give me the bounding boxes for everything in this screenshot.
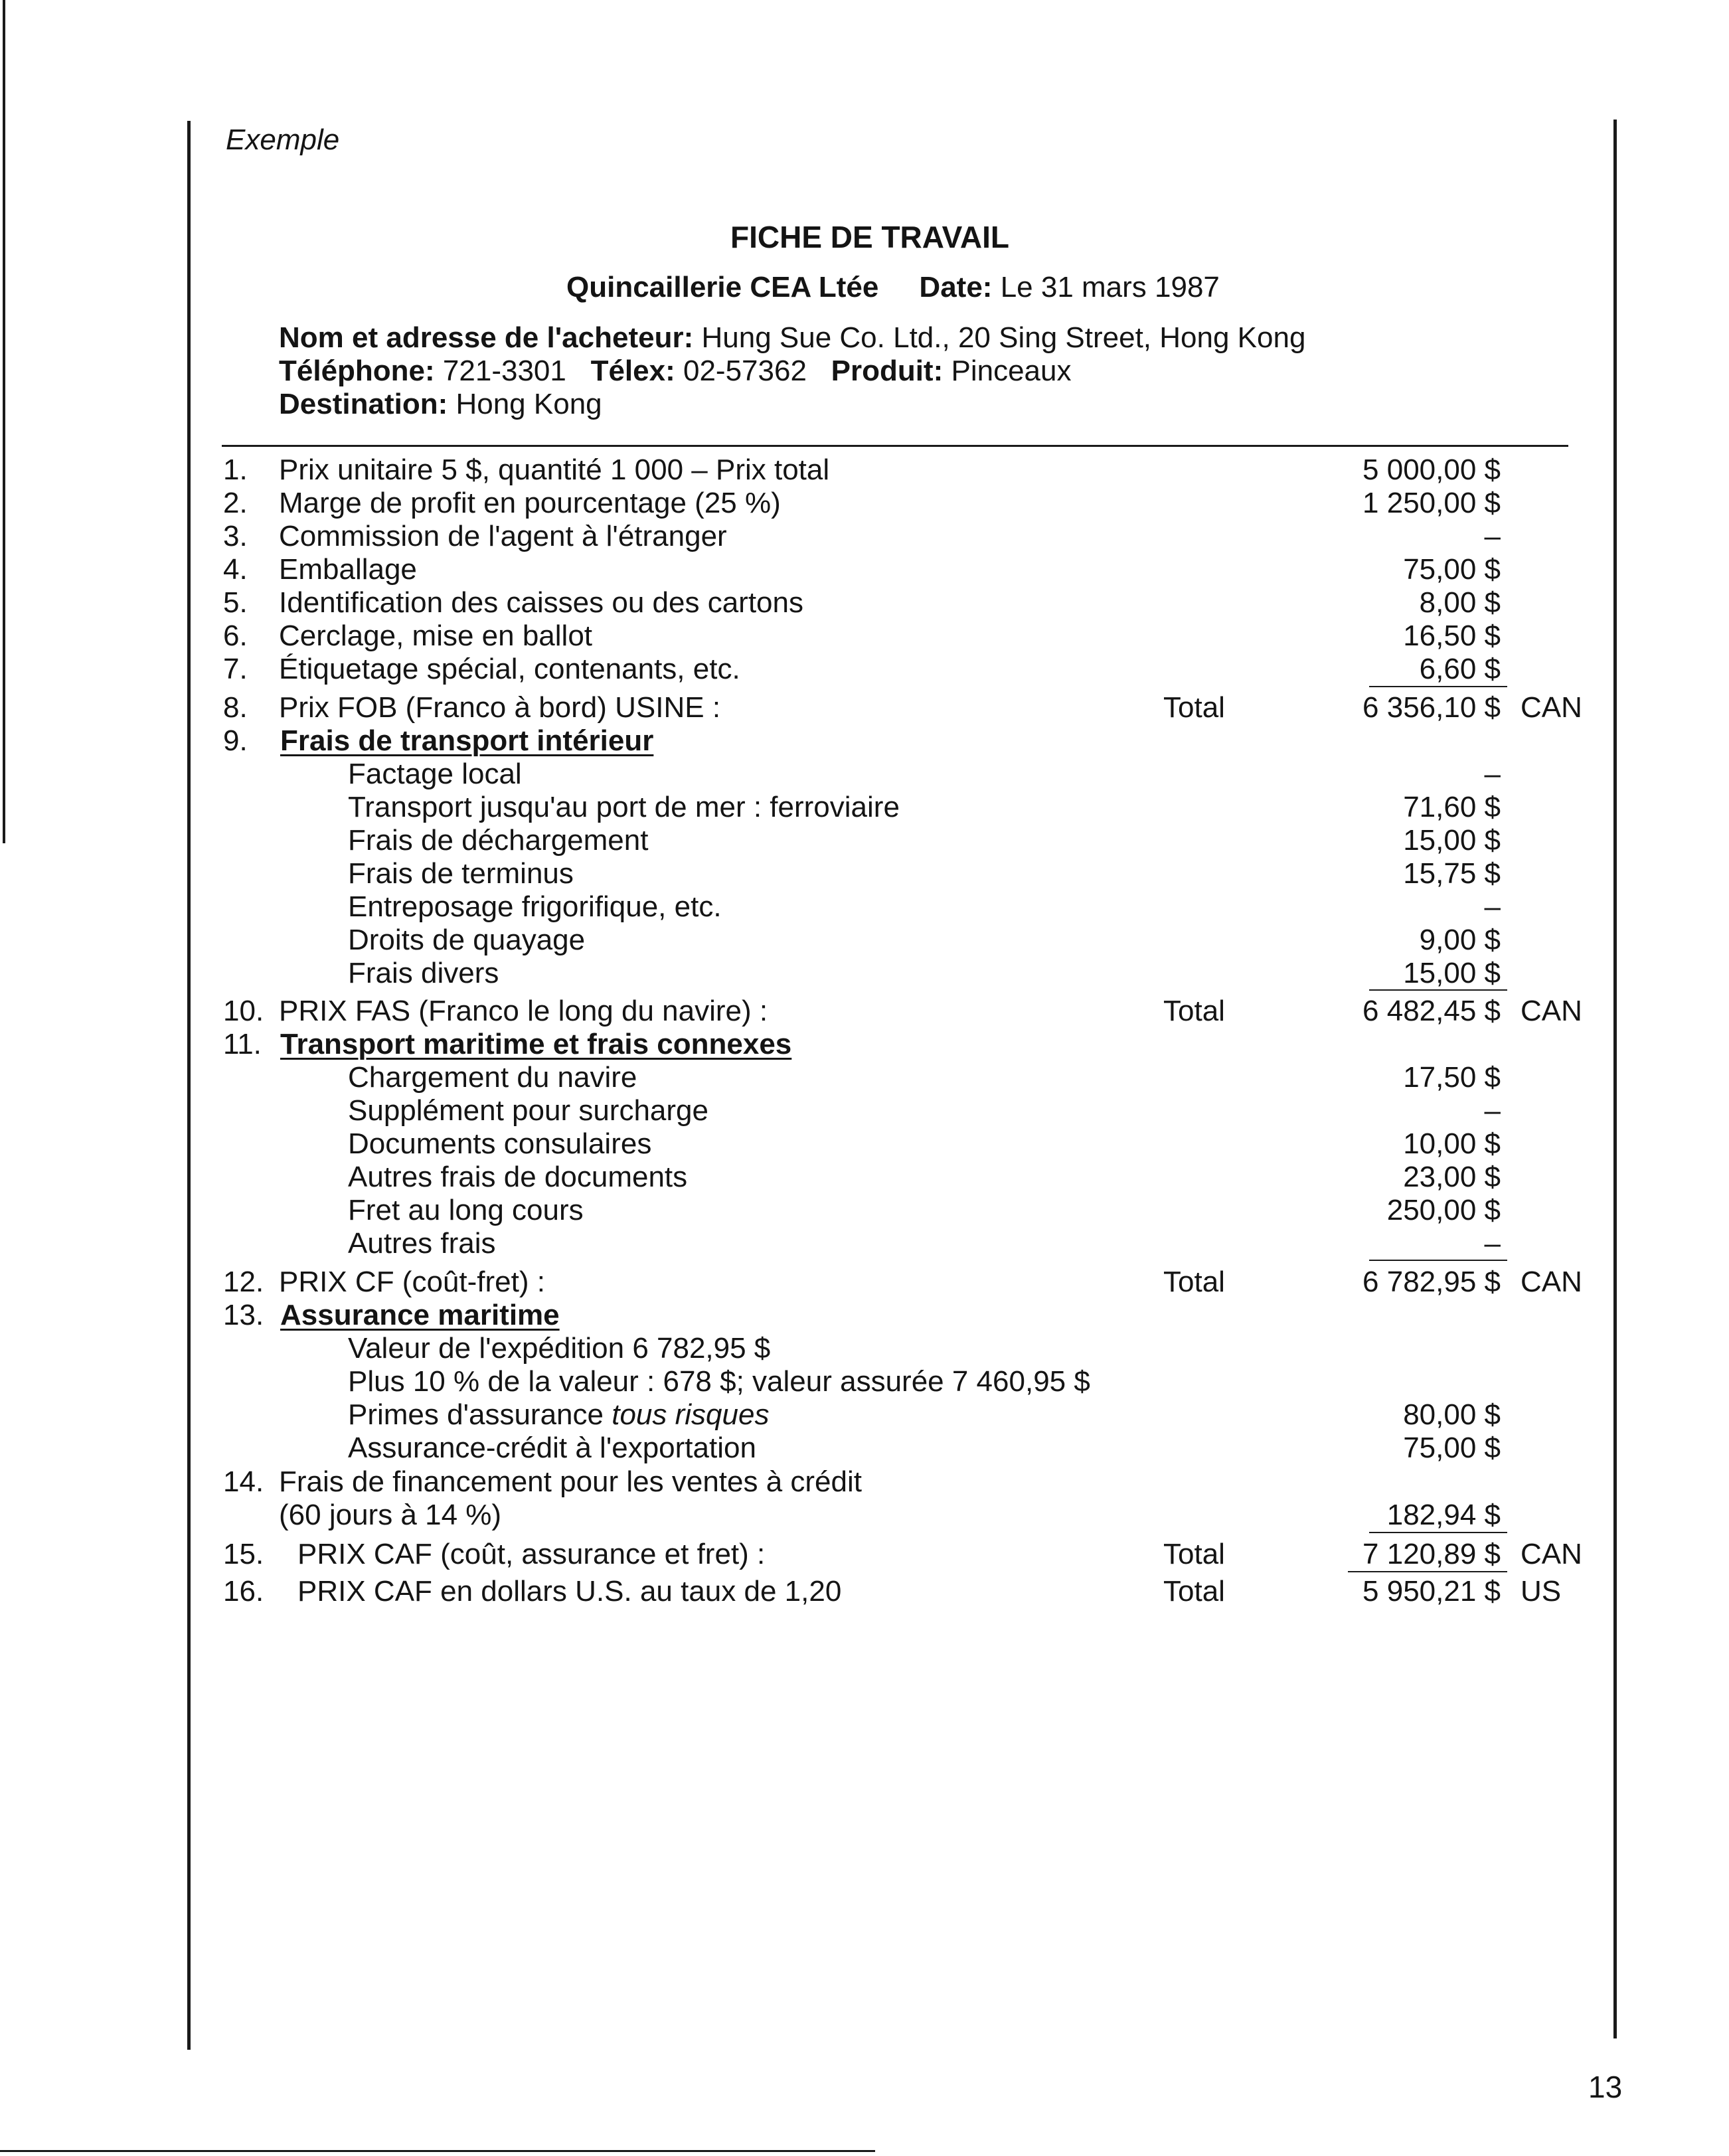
row-currency: CAN	[1521, 1538, 1582, 1570]
date-value: Le 31 mars 1987	[1000, 271, 1220, 303]
grand-total-rule	[1348, 1571, 1507, 1572]
row-label	[348, 1398, 769, 1432]
row-number: 13.	[223, 1299, 264, 1331]
row-label: Emballage	[279, 553, 417, 586]
row-amount: 80,00 $	[1403, 1398, 1501, 1431]
row-amount: 15,00 $	[1403, 824, 1501, 857]
row-label: Valeur de l'expédition 6 782,95 $	[348, 1332, 771, 1365]
row-amount: –	[1484, 890, 1501, 923]
row-number: 6.	[223, 620, 248, 652]
row-amount: 17,50 $	[1403, 1061, 1501, 1094]
row-label: Transport jusqu'au port de mer : ferroviaire	[348, 791, 900, 823]
row-label-text: Primes d'assurance	[348, 1398, 604, 1431]
row-label: Prix FOB (Franco à bord) USINE :	[279, 691, 721, 724]
row-amount: 15,00 $	[1403, 957, 1501, 989]
row-label: Supplément pour surcharge	[348, 1094, 708, 1127]
row-amount: 5 950,21 $	[1362, 1575, 1501, 1608]
subtotal-rule	[1369, 686, 1507, 687]
row-label: PRIX CF (coût-fret) :	[279, 1266, 545, 1298]
row-amount: –	[1484, 1094, 1501, 1127]
row-amount: 10,00 $	[1403, 1127, 1501, 1160]
row-amount: 71,60 $	[1403, 791, 1501, 823]
header-divider	[222, 445, 1568, 447]
row-amount: –	[1484, 1227, 1501, 1260]
row-amount: 6 356,10 $	[1362, 691, 1501, 724]
row-number: 9.	[223, 724, 248, 757]
contact-line	[279, 355, 1072, 388]
product-value: Pinceaux	[951, 355, 1072, 387]
telex-label: Télex:	[590, 355, 675, 387]
telex-value: 02-57362	[683, 355, 807, 387]
row-amount: 8,00 $	[1419, 586, 1501, 619]
left-margin-rule	[187, 121, 191, 2050]
row-amount: 6 782,95 $	[1362, 1266, 1501, 1298]
row-label: Commission de l'agent à l'étranger	[279, 520, 727, 552]
row-number: 3.	[223, 520, 248, 552]
destination-label: Destination:	[279, 388, 448, 420]
row-amount: 5 000,00 $	[1362, 454, 1501, 486]
row-label: Identification des caisses ou des cartons	[279, 586, 804, 619]
row-label: Frais de terminus	[348, 857, 574, 890]
row-label: Plus 10 % de la valeur : 678 $; valeur assurée 7 460,95 $	[348, 1365, 1090, 1398]
bottom-scan-edge	[0, 2150, 875, 2152]
row-label: Droits de quayage	[348, 924, 586, 956]
row-number: 10.	[223, 995, 264, 1027]
row-label: Factage local	[348, 758, 522, 790]
row-number: 12.	[223, 1266, 264, 1298]
row-amount: 250,00 $	[1386, 1194, 1501, 1226]
right-margin-rule	[1613, 120, 1617, 2038]
row-label: Cerclage, mise en ballot	[279, 620, 593, 652]
row-amount: 9,00 $	[1419, 924, 1501, 956]
row-number: 2.	[223, 487, 248, 519]
section-heading: Assurance maritime	[280, 1299, 560, 1331]
subtotal-rule	[1369, 1532, 1507, 1533]
date-label: Date:	[919, 271, 993, 303]
row-amount: 75,00 $	[1403, 1432, 1501, 1464]
product-label: Produit:	[831, 355, 944, 387]
row-number: 7.	[223, 653, 248, 685]
subtotal-rule	[1369, 989, 1507, 991]
row-number: 5.	[223, 586, 248, 619]
row-amount: –	[1484, 520, 1501, 552]
row-number: 1.	[223, 454, 248, 486]
row-label: Prix unitaire 5 $, quantité 1 000 – Prix total	[279, 454, 830, 486]
row-label: PRIX CAF en dollars U.S. au taux de 1,20	[297, 1575, 842, 1608]
row-label-italic: tous risques	[612, 1398, 770, 1431]
buyer-name-label: Nom et adresse de l'acheteur:	[279, 321, 694, 354]
row-label: Étiquetage spécial, contenants, etc.	[279, 653, 740, 685]
page-number: 13	[1588, 2070, 1623, 2104]
company-name: Quincaillerie CEA Ltée	[566, 271, 879, 303]
row-label: Frais de financement pour les ventes à crédit	[279, 1465, 863, 1498]
total-label: Total	[1163, 1575, 1225, 1608]
row-label: Entreposage frigorifique, etc.	[348, 890, 722, 923]
destination-line	[279, 388, 602, 421]
row-number: 16.	[223, 1575, 264, 1608]
row-number: 4.	[223, 553, 248, 586]
company-date-line	[566, 271, 1220, 304]
row-amount: 7 120,89 $	[1362, 1538, 1501, 1570]
destination-value: Hong Kong	[455, 388, 602, 420]
row-label: Chargement du navire	[348, 1061, 637, 1094]
row-currency: US	[1521, 1575, 1562, 1608]
row-amount: 16,50 $	[1403, 620, 1501, 652]
row-number: 8.	[223, 691, 248, 724]
left-scan-edge	[3, 0, 5, 843]
row-amount: –	[1484, 758, 1501, 790]
row-label: (60 jours à 14 %)	[279, 1499, 502, 1531]
row-label: Documents consulaires	[348, 1127, 652, 1160]
row-label: PRIX CAF (coût, assurance et fret) :	[297, 1538, 766, 1570]
subtotal-rule	[1369, 1260, 1507, 1261]
total-label: Total	[1163, 995, 1225, 1027]
section-heading: Transport maritime et frais connexes	[280, 1028, 792, 1060]
row-label: PRIX FAS (Franco le long du navire) :	[279, 995, 768, 1027]
document-title: FICHE DE TRAVAIL	[730, 220, 1009, 254]
total-label: Total	[1163, 1538, 1225, 1570]
row-number: 14.	[223, 1465, 264, 1498]
row-label: Frais de déchargement	[348, 824, 649, 857]
row-label: Marge de profit en pourcentage (25 %)	[279, 487, 781, 519]
row-amount: 15,75 $	[1403, 857, 1501, 890]
row-amount: 1 250,00 $	[1362, 487, 1501, 519]
buyer-line	[279, 321, 1305, 355]
row-label: Frais divers	[348, 957, 499, 989]
row-currency: CAN	[1521, 1266, 1582, 1298]
section-heading: Frais de transport intérieur	[280, 724, 654, 757]
row-label: Fret au long cours	[348, 1194, 584, 1226]
row-amount: 75,00 $	[1403, 553, 1501, 586]
row-label: Autres frais	[348, 1227, 496, 1260]
row-label: Assurance-crédit à l'exportation	[348, 1432, 756, 1464]
row-label: Autres frais de documents	[348, 1161, 688, 1193]
total-label: Total	[1163, 1266, 1225, 1298]
row-currency: CAN	[1521, 691, 1582, 724]
row-currency: CAN	[1521, 995, 1582, 1027]
buyer-name-value: Hung Sue Co. Ltd., 20 Sing Street, Hong Kong	[701, 321, 1306, 354]
row-amount: 6,60 $	[1419, 653, 1501, 685]
row-number: 11.	[223, 1028, 262, 1060]
phone-label: Téléphone:	[279, 355, 435, 387]
row-amount: 182,94 $	[1386, 1499, 1501, 1531]
phone-value: 721-3301	[442, 355, 566, 387]
total-label: Total	[1163, 691, 1225, 724]
row-amount: 6 482,45 $	[1362, 995, 1501, 1027]
row-amount: 23,00 $	[1403, 1161, 1501, 1193]
row-number: 15.	[223, 1538, 264, 1570]
example-label: Exemple	[226, 124, 340, 156]
